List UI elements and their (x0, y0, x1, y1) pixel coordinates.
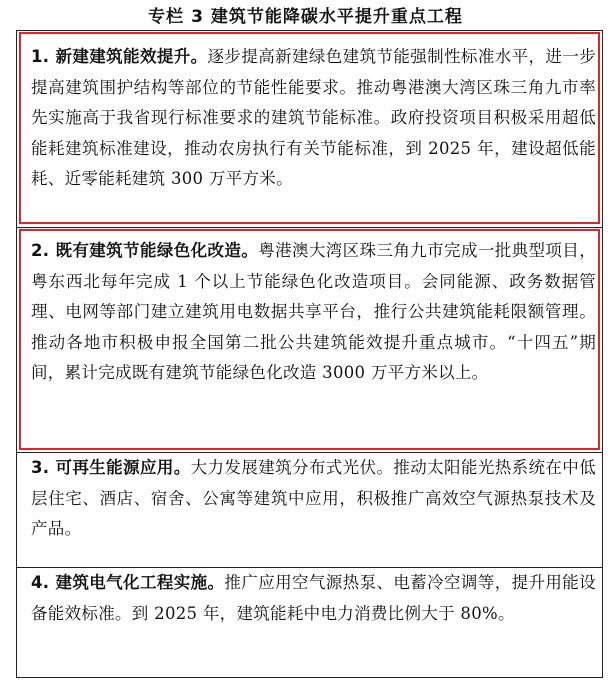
item-body: 粤港澳大湾区珠三角九市完成一批典型项目，粤东西北每年完成 1 个以上节能绿色化改造项目。会同能源、政务数据管理、电网等部门建立建筑用电数据共享平台，推行公共建筑能耗限额管理。推动各地市积极申报全国第二批公共建筑能效提升重点城市。“十四五”期间，累计完成既有建筑节能绿色化改造 3000 万平方米以上。 (31, 241, 596, 382)
item-heading: 3. 可再生能源应用。 (31, 458, 191, 477)
highlight-box-item-2 (19, 229, 600, 450)
item-body: 推广应用空气源热泵、电蓄冷空调等，提升用能设备能效标准。到 2025 年，建筑能耗中电力消费比例大于 80%。 (31, 573, 596, 623)
box-title: 专栏 3 建筑节能降碳水平提升重点工程 (148, 7, 463, 27)
item-body: 大力发展建筑分布式光伏。推动太阳能光热系统在中低层住宅、酒店、宿舍、公寓等建筑中应用，积极推广高效空气源热泵技术及产品。 (31, 458, 596, 538)
item-heading: 2. 既有建筑节能绿色化改造。 (31, 241, 259, 260)
row-divider (17, 227, 602, 228)
item-heading: 4. 建筑电气化工程实施。 (31, 573, 225, 592)
item-renewable-energy (31, 453, 596, 545)
item-heading: 1. 新建建筑能效提升。 (31, 47, 208, 66)
item-body: 逐步提高新建绿色建筑节能强制性标准水平，进一步提高建筑围护结构等部位的节能性能要求。推动粤港澳大湾区珠三角九市率先实施高于我省现行标准要求的建筑节能标准。政府投资项目积极采用超低能耗建筑标准建设，推动农房执行有关节能标准，到 2025 年，建设超低能耗、近零能耗建筑 300 万平方米。 (31, 47, 596, 188)
highlight-box-item-1 (19, 32, 600, 224)
item-building-electrification (31, 568, 596, 629)
